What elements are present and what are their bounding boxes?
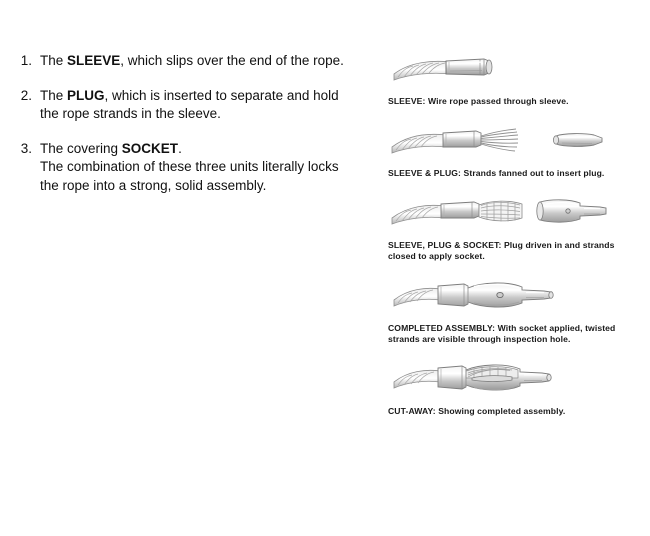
figure-sleeve-and-plug	[388, 120, 642, 179]
figure-caption	[388, 240, 642, 262]
list-item-number: 2.	[20, 87, 32, 103]
list-item-text: The PLUG, which is inserted to separate and hold the rope strands in the sleeve.	[40, 87, 339, 121]
figure-caption-rest: With socket applied, twisted strands are visible through inspection hole.	[388, 323, 616, 344]
list-item	[8, 87, 348, 124]
list-item	[8, 140, 348, 196]
instruction-list	[8, 52, 348, 211]
figure-caption-lead: SLEEVE:	[388, 96, 426, 106]
sleeve-plug-socket-illustration	[388, 192, 642, 238]
figure-sleeve	[388, 48, 642, 107]
figure-completed-assembly	[388, 275, 642, 345]
figure-caption-rest: Showing completed assembly.	[435, 406, 566, 416]
list-item-text: The covering SOCKET. The combination of these three units literally locks the rope into a strong, solid assembly.	[40, 140, 339, 193]
figure-caption	[388, 406, 642, 417]
cut-away-illustration	[388, 358, 642, 404]
sleeve-illustration	[388, 48, 642, 94]
figure-sleeve-plug-and-socket	[388, 192, 642, 262]
figure-caption-rest: Strands fanned out to insert plug.	[461, 168, 605, 178]
figure-caption	[388, 168, 642, 179]
figure-cut-away	[388, 358, 642, 417]
figure-caption-rest: Wire rope passed through sleeve.	[425, 96, 569, 106]
figure-caption-lead: CUT-AWAY:	[388, 406, 436, 416]
sleeve-and-plug-illustration	[388, 120, 642, 166]
figure-caption-lead: SLEEVE & PLUG:	[388, 168, 462, 178]
figure-caption	[388, 323, 642, 345]
list-item	[8, 52, 348, 71]
completed-assembly-illustration	[388, 275, 642, 321]
figure-caption-lead: COMPLETED ASSEMBLY:	[388, 323, 496, 333]
figure-caption	[388, 96, 642, 107]
list-item-number: 1.	[20, 53, 32, 68]
figure-caption-rest: Plug driven in and strands closed to apply socket.	[388, 240, 615, 261]
figure-stack	[388, 48, 642, 430]
figure-caption-lead: SLEEVE, PLUG & SOCKET:	[388, 240, 502, 250]
list-item-text: The SLEEVE, which slips over the end of the rope.	[40, 53, 344, 68]
list-item-number: 3.	[20, 140, 32, 156]
